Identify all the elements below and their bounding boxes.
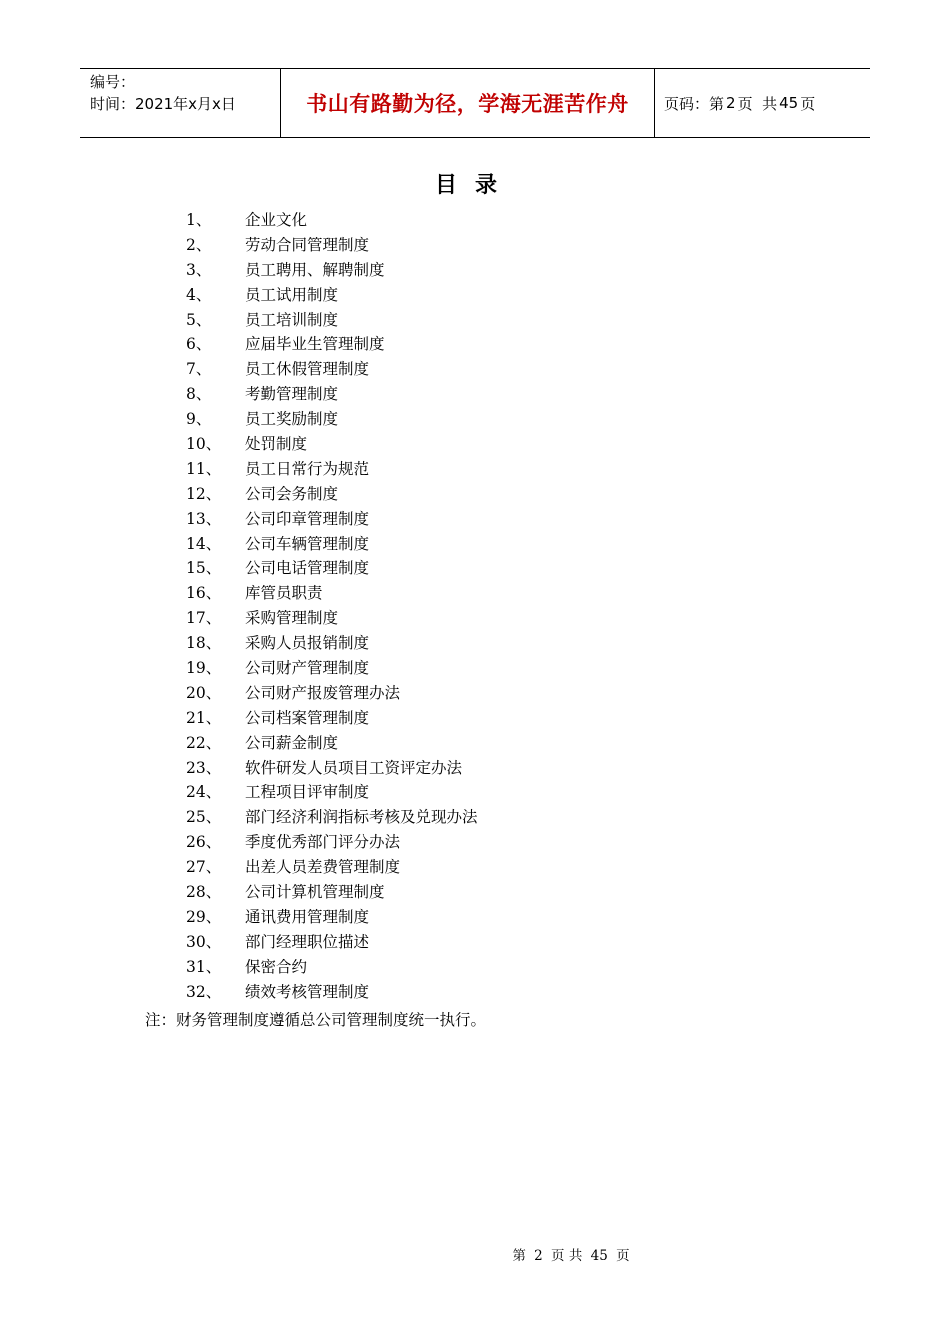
toc-item <box>186 283 478 308</box>
footer-page-suffix: 页 <box>616 1248 630 1264</box>
toc-item <box>186 830 478 855</box>
toc-item-number: 28、 <box>186 883 222 902</box>
toc-item-title: 公司财产报废管理办法 <box>245 683 401 702</box>
header-page-suffix: 页 <box>800 94 816 113</box>
toc-item-title: 应届毕业生管理制度 <box>245 335 385 354</box>
toc-item-number: 14、 <box>186 534 222 553</box>
toc-item-title: 采购管理制度 <box>245 609 339 628</box>
toc-item <box>186 357 478 382</box>
toc-item <box>186 756 478 781</box>
document-time-label: 时间：2021年x月x日 <box>90 95 236 113</box>
table-of-contents <box>186 208 478 1005</box>
toc-item-title: 采购人员报销制度 <box>245 634 370 653</box>
toc-item-number: 19、 <box>186 659 222 678</box>
toc-item <box>186 258 478 283</box>
toc-item-title: 部门经理职位描述 <box>245 932 370 951</box>
toc-item-number: 5、 <box>186 310 212 329</box>
toc-item-title: 公司车辆管理制度 <box>245 534 370 553</box>
toc-item-title: 部门经济利润指标考核及兑现办法 <box>245 808 478 827</box>
toc-item-title: 公司会务制度 <box>245 484 339 503</box>
footer-page-total: 45 <box>590 1248 608 1264</box>
toc-item-title: 公司计算机管理制度 <box>245 883 385 902</box>
toc-item <box>186 432 478 457</box>
toc-item-number: 4、 <box>186 285 212 304</box>
toc-item <box>186 507 478 532</box>
toc-item <box>186 955 478 980</box>
page-footer <box>0 1244 950 1264</box>
header-page-total: 45 <box>779 94 799 112</box>
toc-item-title: 劳动合同管理制度 <box>245 235 370 254</box>
toc-item <box>186 855 478 880</box>
toc-item-number: 25、 <box>186 808 222 827</box>
toc-item-number: 17、 <box>186 609 222 628</box>
toc-item <box>186 681 478 706</box>
toc-item <box>186 208 478 233</box>
toc-item-title: 出差人员差费管理制度 <box>245 858 401 877</box>
toc-item <box>186 308 478 333</box>
toc-item-number: 27、 <box>186 858 222 877</box>
toc-item-title: 通讯费用管理制度 <box>245 907 370 926</box>
header-page-current: 2 <box>726 94 736 112</box>
toc-item-number: 11、 <box>186 459 222 478</box>
toc-item <box>186 407 478 432</box>
toc-item-number: 2、 <box>186 235 212 254</box>
toc-item-number: 30、 <box>186 932 222 951</box>
toc-item <box>186 581 478 606</box>
header-page-mid: 页 共 <box>737 94 778 113</box>
toc-item-title: 公司电话管理制度 <box>245 559 370 578</box>
toc-item-title: 员工试用制度 <box>245 285 339 304</box>
header-meta <box>80 69 281 137</box>
toc-item-number: 20、 <box>186 683 222 702</box>
toc-item-number: 21、 <box>186 708 222 727</box>
footer-page-mid: 页 共 <box>551 1248 583 1264</box>
toc-item <box>186 905 478 930</box>
toc-item-title: 员工休假管理制度 <box>245 360 370 379</box>
toc-item <box>186 805 478 830</box>
toc-item-title: 工程项目评审制度 <box>245 783 370 802</box>
toc-item-title: 员工日常行为规范 <box>245 459 370 478</box>
toc-item-title: 公司印章管理制度 <box>245 509 370 528</box>
toc-item-number: 8、 <box>186 385 212 404</box>
toc-item-title: 绩效考核管理制度 <box>245 982 370 1001</box>
footnote: 注：财务管理制度遵循总公司管理制度统一执行。 <box>145 1011 487 1029</box>
toc-item-title: 员工奖励制度 <box>245 410 339 429</box>
footer-page-current: 2 <box>534 1248 543 1264</box>
page-title: 目录 <box>434 173 515 198</box>
document-number-label: 编号： <box>90 73 136 91</box>
toc-item <box>186 731 478 756</box>
toc-item-title: 库管员职责 <box>245 584 323 603</box>
toc-item-number: 7、 <box>186 360 212 379</box>
toc-item <box>186 382 478 407</box>
toc-item-number: 13、 <box>186 509 222 528</box>
toc-item <box>186 980 478 1005</box>
toc-item-title: 季度优秀部门评分办法 <box>245 833 401 852</box>
toc-item-title: 公司薪金制度 <box>245 733 339 752</box>
toc-item <box>186 631 478 656</box>
toc-item-number: 15、 <box>186 559 222 578</box>
toc-item-number: 18、 <box>186 634 222 653</box>
page-header <box>80 68 870 138</box>
toc-item-number: 16、 <box>186 584 222 603</box>
toc-item-number: 3、 <box>186 260 212 279</box>
toc-item-number: 9、 <box>186 410 212 429</box>
toc-item-title: 公司档案管理制度 <box>245 708 370 727</box>
toc-item-title: 企业文化 <box>245 211 308 229</box>
toc-item-title: 员工培训制度 <box>245 310 339 329</box>
toc-item <box>186 233 478 258</box>
toc-item <box>186 532 478 557</box>
header-slogan-cell <box>281 69 655 137</box>
toc-item <box>186 656 478 681</box>
toc-item <box>186 482 478 507</box>
toc-item <box>186 706 478 731</box>
toc-item <box>186 332 478 357</box>
footer-page-prefix: 第 <box>512 1248 526 1264</box>
header-page-prefix: 页码：第 <box>664 94 725 113</box>
toc-item <box>186 780 478 805</box>
toc-item-number: 6、 <box>186 335 212 354</box>
toc-item <box>186 606 478 631</box>
toc-item-title: 软件研发人员项目工资评定办法 <box>245 758 463 777</box>
header-page-info <box>655 69 870 137</box>
toc-item-number: 31、 <box>186 957 222 976</box>
header-slogan: 书山有路勤为径，学海无涯苦作舟 <box>306 91 629 116</box>
toc-item <box>186 880 478 905</box>
toc-item-number: 26、 <box>186 833 222 852</box>
toc-item-number: 10、 <box>186 435 222 454</box>
toc-item-number: 22、 <box>186 733 222 752</box>
toc-item <box>186 930 478 955</box>
toc-item-number: 32、 <box>186 982 222 1001</box>
toc-item <box>186 556 478 581</box>
toc-item-number: 24、 <box>186 783 222 802</box>
toc-item-number: 23、 <box>186 758 222 777</box>
toc-item-title: 公司财产管理制度 <box>245 659 370 678</box>
toc-item-title: 员工聘用、解聘制度 <box>245 260 385 279</box>
toc-item-number: 12、 <box>186 484 222 503</box>
toc-item <box>186 457 478 482</box>
toc-item-title: 考勤管理制度 <box>245 385 339 404</box>
toc-item-title: 保密合约 <box>245 957 308 976</box>
toc-item-title: 处罚制度 <box>245 435 308 454</box>
toc-item-number: 29、 <box>186 907 222 926</box>
toc-item-number: 1、 <box>186 211 212 229</box>
